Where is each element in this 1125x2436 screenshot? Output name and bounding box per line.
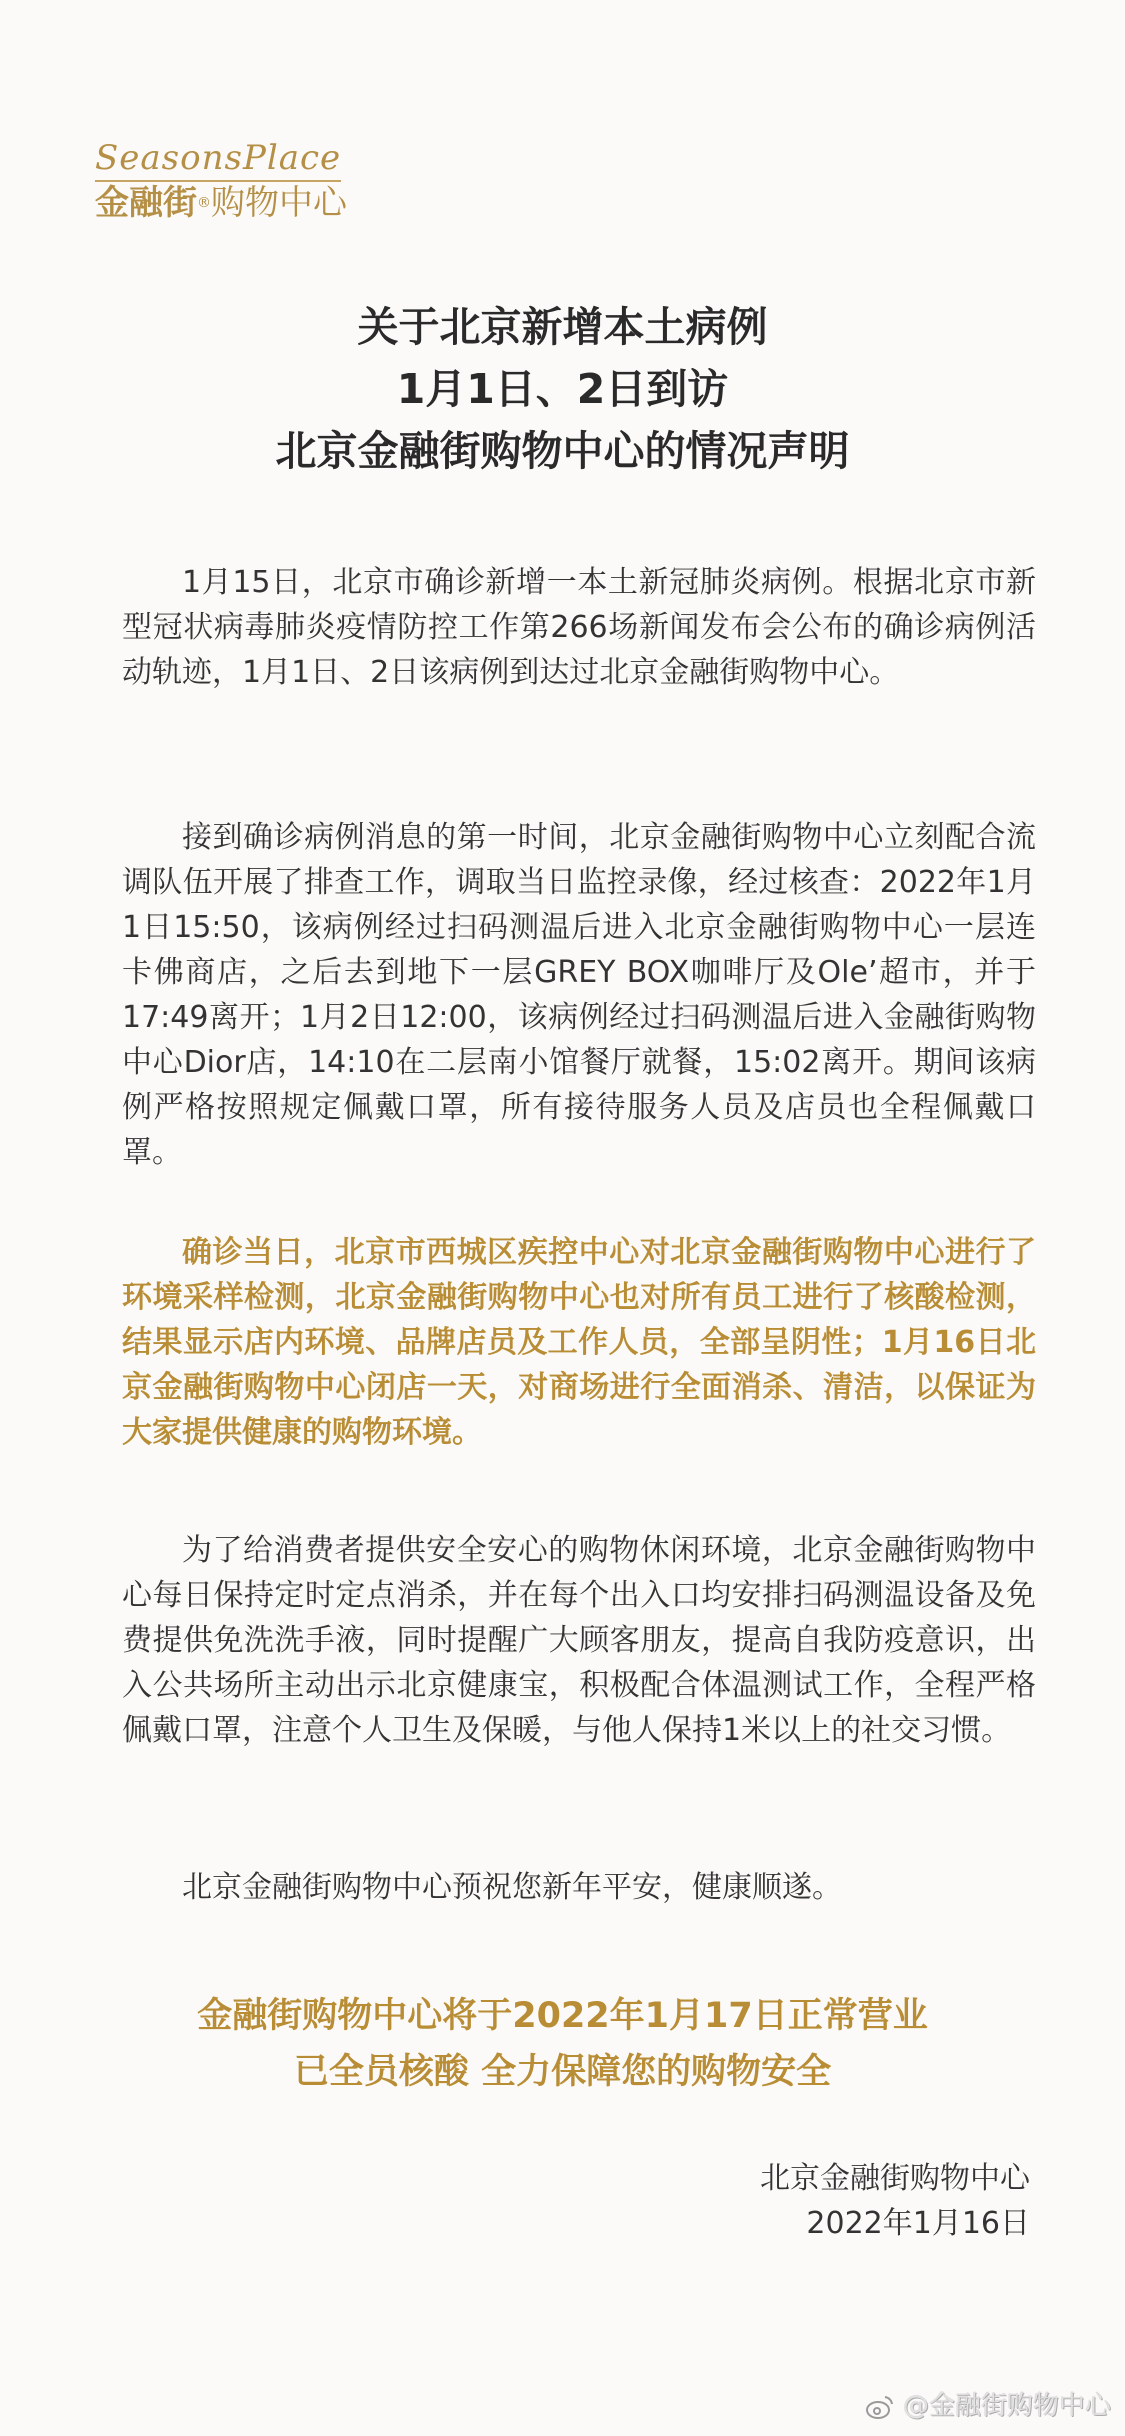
paragraph-case-report: 1月15日，北京市确诊新增一本土新冠肺炎病例。根据北京市新型冠状病毒肺炎疫情防控工作第266场新闻发布会公布的确诊病例活动轨迹，1月1日、2日该病例到达过北京金融街购物中心。 (122, 565, 1036, 690)
weibo-icon (865, 2392, 895, 2422)
signature-org: 北京金融街购物中心 (760, 2161, 1030, 2196)
statement-title (0, 296, 1125, 482)
logo-chinese-main: 金融街 (95, 183, 197, 223)
notice-line-1: 金融街购物中心将于2022年1月17日正常营业 (197, 1996, 928, 2036)
paragraph-greeting: 北京金融街购物中心预祝您新年平安，健康顺遂。 (182, 1870, 842, 1905)
paragraph-safety-measures: 为了给消费者提供安全安心的购物休闲环境，北京金融街购物中心每日保持定时定点消杀，并在每个出入口均安排扫码测温设备及免费提供免洗洗手液，同时提醒广大顾客朋友，提高自我防疫意识，出入公共场所主动出示北京健康宝，积极配合体温测试工作，全程严格佩戴口罩，注意个人卫生及保暖，与他人保持1米以上的社交习惯。 (122, 1533, 1036, 1748)
watermark-text: @金融街购物中心 (902, 2391, 1111, 2421)
reopening-notice (0, 1988, 1125, 2100)
notice-line-2: 已全员核酸 全力保障您的购物安全 (293, 2052, 832, 2092)
signature-block (760, 2156, 1030, 2246)
logo-chinese-sub: 购物中心 (211, 183, 347, 223)
logo-registered-mark: ® (197, 195, 211, 211)
title-line-3: 北京金融街购物中心的情况声明 (275, 427, 850, 475)
title-line-1: 关于北京新增本土病例 (357, 303, 768, 351)
paragraph-investigation: 接到确诊病例消息的第一时间，北京金融街购物中心立刻配合流调队伍开展了排查工作，调取当日监控录像，经过核查：2022年1月1日15:50，该病例经过扫码测温后进入北京金融街购物中心一层连卡佛商店，之后去到地下一层GREY BOX咖啡厅及Ole’超市，并于17:49离开；1月2日12:00，该病例经过扫码测温后进入金融街购物中心Dior店，14:10在二层南小馆餐厅就餐，15:02离开。期间该病例严格按照规定佩戴口罩，所有接待服务人员及店员也全程佩戴口罩。 (122, 820, 1036, 1170)
title-line-2: 1月1日、2日到访 (396, 365, 729, 413)
logo-latin-text: SeasonsPlace (95, 138, 342, 178)
brand-logo (95, 138, 355, 223)
paragraph-test-results: 确诊当日，北京市西城区疾控中心对北京金融街购物中心进行了环境采样检测，北京金融街购物中心也对所有员工进行了核酸检测，结果显示店内环境、品牌店员及工作人员，全部呈阴性；1月16日北京金融街购物中心闭店一天，对商场进行全面消杀、清洁，以保证为大家提供健康的购物环境。 (122, 1235, 1036, 1450)
weibo-watermark (865, 2385, 1111, 2422)
logo-chinese-text (95, 184, 347, 222)
logo-divider (95, 180, 341, 182)
signature-date: 2022年1月16日 (806, 2206, 1030, 2241)
